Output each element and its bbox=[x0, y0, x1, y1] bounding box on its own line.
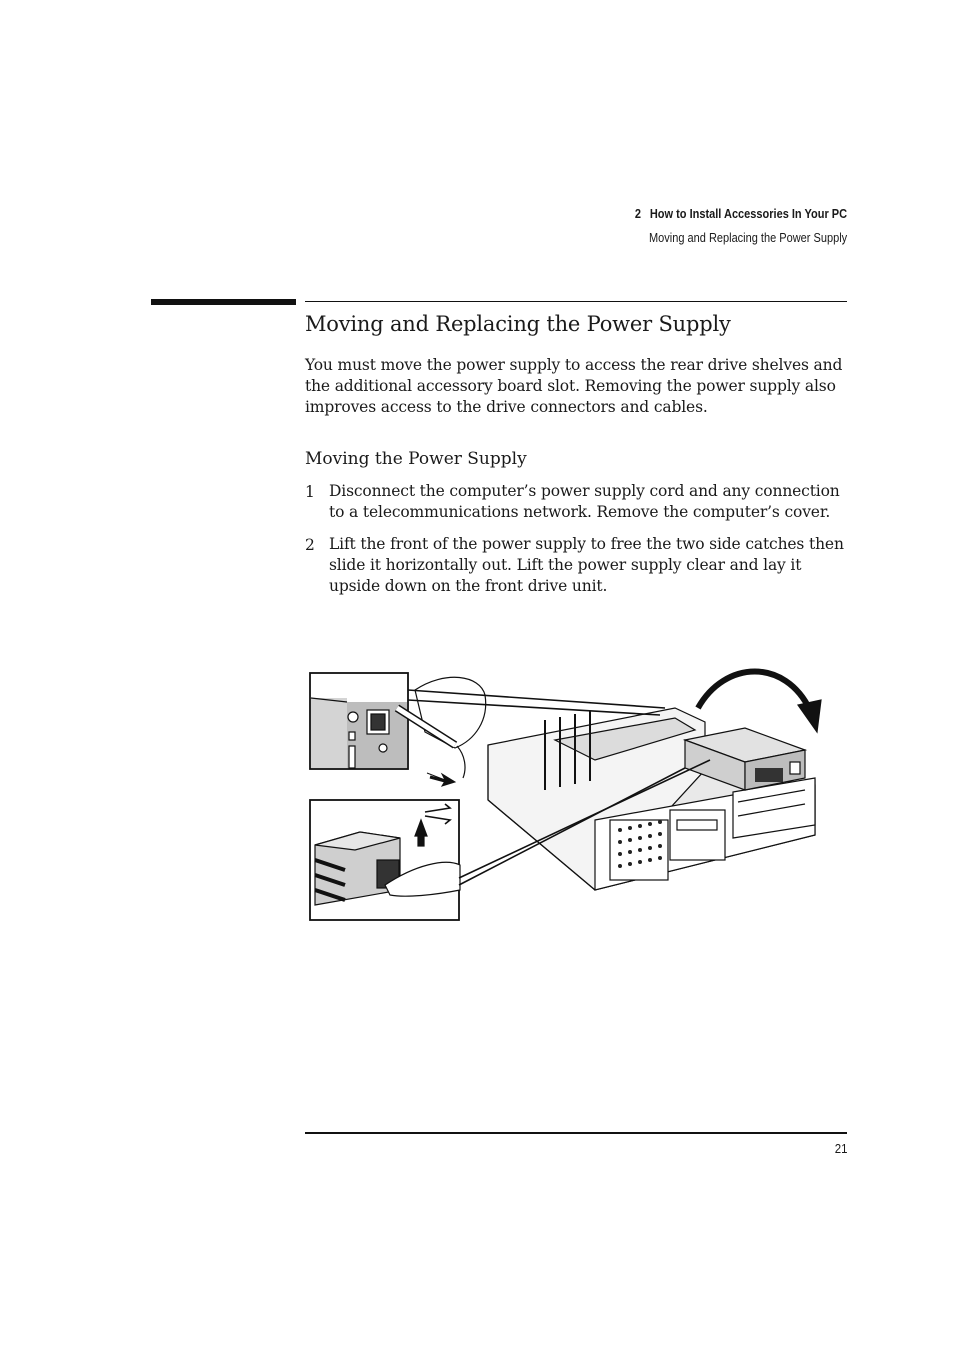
step-text: Disconnect the computer’s power supply cord and any connection to a telecommunications network. Remove the computer’s cover. bbox=[329, 482, 840, 521]
footer-rule bbox=[305, 1132, 847, 1134]
page-number: 21 bbox=[834, 1141, 847, 1156]
running-header-chapter bbox=[635, 207, 847, 221]
power-supply-illustration bbox=[305, 660, 830, 925]
subsection-title: Moving the Power Supply bbox=[305, 449, 527, 469]
chapter-title: How to Install Accessories In Your PC bbox=[649, 207, 847, 221]
inset-rear-power-cord bbox=[310, 673, 486, 778]
step-number: 1 bbox=[305, 483, 315, 501]
chapter-number: 2 bbox=[634, 207, 641, 221]
step-item bbox=[305, 481, 853, 523]
step-item bbox=[305, 534, 853, 597]
running-header-section: Moving and Replacing the Power Supply bbox=[648, 231, 847, 245]
intro-paragraph: You must move the power supply to access the rear drive shelves and the additional accessory board slot. Removing the power supply also improves access to the drive connectors and cables. bbox=[305, 356, 843, 416]
section-marker-bar bbox=[151, 299, 296, 305]
inset-power-supply-lift bbox=[310, 800, 460, 920]
section-rule bbox=[305, 301, 847, 302]
section-title: Moving and Replacing the Power Supply bbox=[305, 312, 731, 336]
step-number: 2 bbox=[305, 536, 315, 554]
step-text: Lift the front of the power supply to free the two side catches then slide it horizontally out. Lift the power supply clear and lay it upside down on the front drive unit. bbox=[329, 535, 844, 595]
flip-over-arrow-icon bbox=[698, 672, 810, 711]
